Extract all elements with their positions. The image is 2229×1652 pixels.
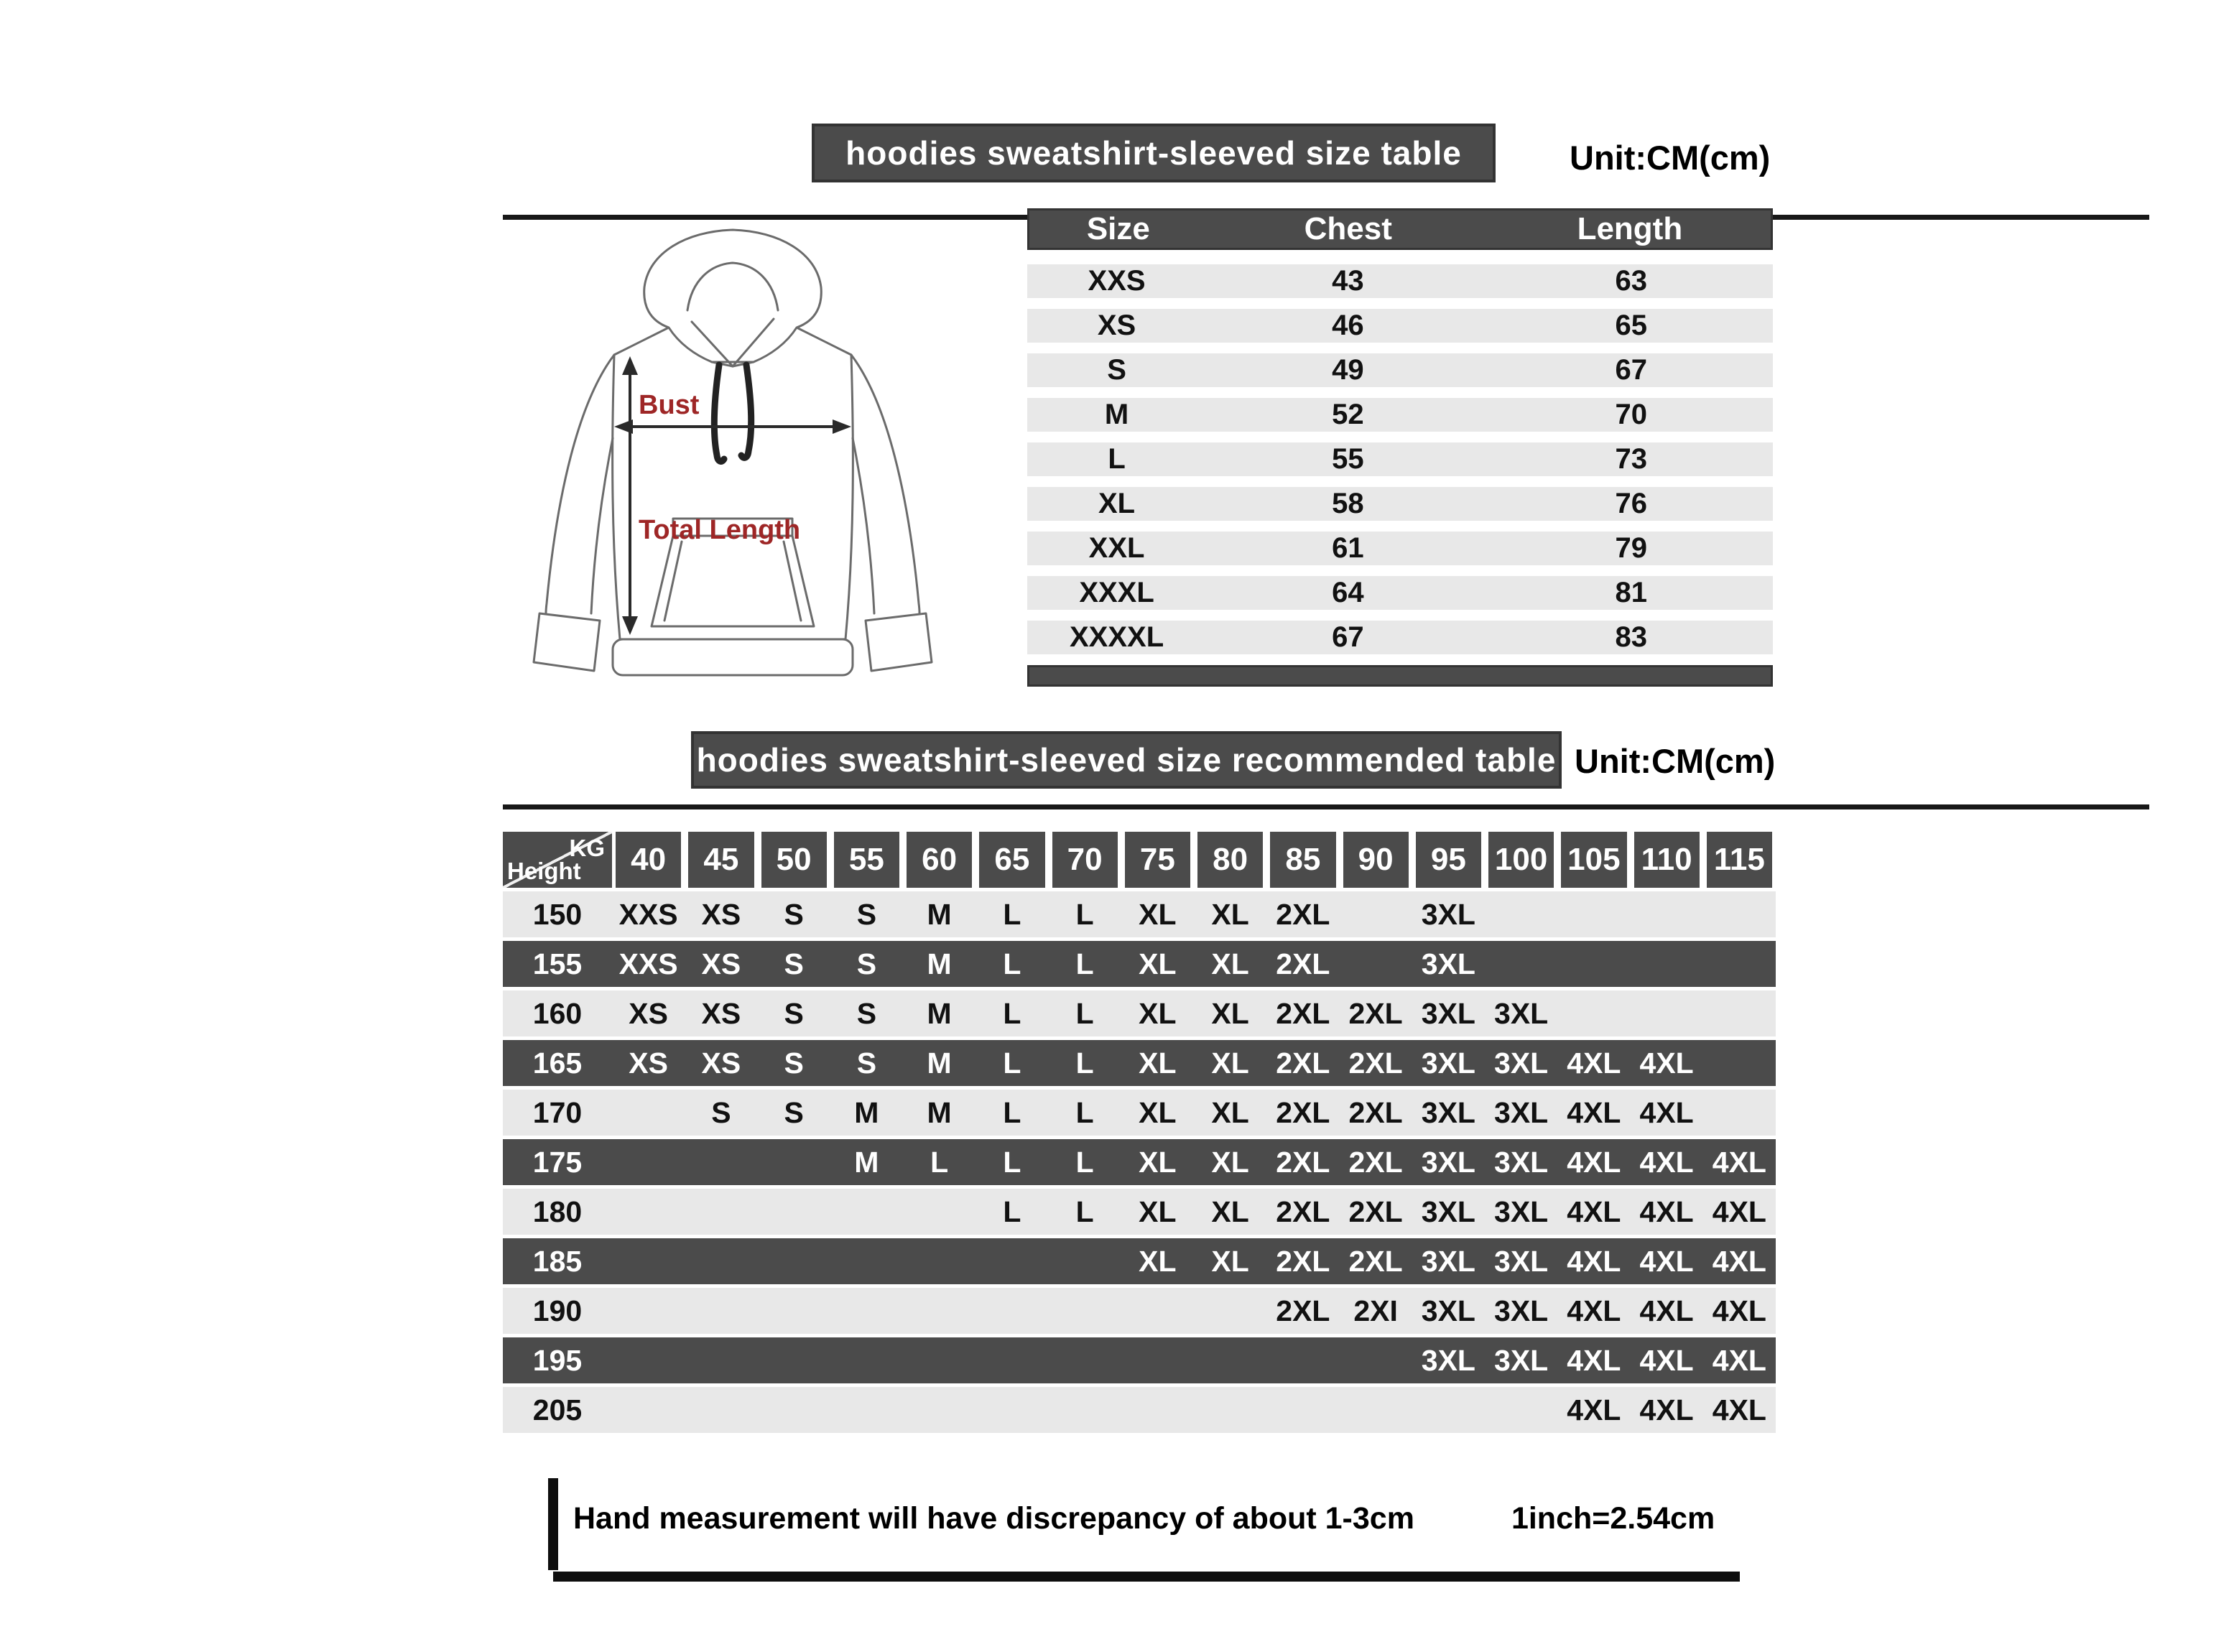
matrix-cell: 3XL bbox=[1494, 996, 1549, 1030]
matrix-cell: 2XL bbox=[1348, 1095, 1403, 1129]
matrix-cell: 2XL bbox=[1276, 1095, 1330, 1129]
height-row-label: 190 bbox=[532, 1294, 583, 1327]
size-table-cell: 63 bbox=[1615, 265, 1648, 297]
size-table-cell: 55 bbox=[1332, 443, 1364, 475]
matrix-cell: L bbox=[930, 1145, 949, 1179]
weight-column-header: 80 bbox=[1197, 832, 1263, 888]
size-table-title: hoodies sweatshirt-sleeved size table bbox=[845, 134, 1462, 172]
matrix-row bbox=[503, 1238, 1776, 1284]
matrix-cell: L bbox=[1003, 1194, 1021, 1228]
size-table-cell: 43 bbox=[1332, 265, 1364, 297]
matrix-cell: 2XL bbox=[1348, 1244, 1403, 1278]
matrix-cell: 3XL bbox=[1421, 1095, 1475, 1129]
matrix-cell: XL bbox=[1139, 1145, 1177, 1179]
matrix-cell: 4XL bbox=[1567, 1095, 1621, 1129]
size-column-header: Size bbox=[1086, 211, 1150, 246]
matrix-cell: 3XL bbox=[1421, 1046, 1475, 1080]
matrix-cell: 2XL bbox=[1276, 1244, 1330, 1278]
matrix-cell: 4XL bbox=[1639, 1145, 1694, 1179]
weight-column-header: 75 bbox=[1125, 832, 1190, 888]
matrix-cell: M bbox=[854, 1095, 879, 1129]
size-table-cell: XL bbox=[1098, 488, 1136, 519]
size-table-unit-label: Unit:CM(cm) bbox=[1570, 139, 1771, 177]
footnote-text: Hand measurement will have discrepancy of about 1-3cm bbox=[573, 1501, 1414, 1536]
size-table-row bbox=[1027, 398, 1773, 432]
matrix-cell: 2XL bbox=[1276, 1294, 1330, 1327]
matrix-cell: 4XL bbox=[1712, 1393, 1766, 1426]
size-table-row bbox=[1027, 487, 1773, 521]
matrix-cell: 3XL bbox=[1421, 1194, 1475, 1228]
matrix-cell: 2XL bbox=[1276, 947, 1330, 980]
size-table-cell: M bbox=[1104, 399, 1129, 430]
recommended-table-unit-label: Unit:CM(cm) bbox=[1575, 742, 1776, 780]
weight-column-header: 90 bbox=[1343, 832, 1409, 888]
matrix-cell: XXS bbox=[618, 947, 678, 980]
matrix-cell: L bbox=[1075, 1194, 1094, 1228]
size-table-row bbox=[1027, 442, 1773, 476]
size-column-header: Chest bbox=[1304, 211, 1392, 246]
matrix-cell: M bbox=[927, 1095, 952, 1129]
size-table-row bbox=[1027, 621, 1773, 654]
matrix-cell: XL bbox=[1211, 1095, 1249, 1129]
footnote bbox=[573, 1501, 1715, 1536]
height-row-label: 180 bbox=[532, 1194, 583, 1228]
matrix-cell: 3XL bbox=[1494, 1244, 1549, 1278]
matrix-cell: S bbox=[856, 1046, 877, 1080]
matrix-row bbox=[503, 1337, 1776, 1383]
matrix-cell: XL bbox=[1139, 897, 1177, 931]
size-table-footer-bar bbox=[1027, 665, 1773, 687]
weight-column-header: 55 bbox=[834, 832, 899, 888]
weight-column-header: 95 bbox=[1416, 832, 1481, 888]
matrix-cell: 2XL bbox=[1276, 996, 1330, 1030]
size-table-cell: XXL bbox=[1088, 532, 1145, 564]
height-row-label: 175 bbox=[532, 1145, 583, 1179]
matrix-cell: XL bbox=[1211, 1145, 1249, 1179]
height-row-label: 170 bbox=[532, 1095, 583, 1129]
hem-band bbox=[613, 639, 853, 675]
matrix-cell: 4XL bbox=[1639, 1194, 1694, 1228]
matrix-cell: 4XL bbox=[1567, 1244, 1621, 1278]
matrix-cell: 4XL bbox=[1712, 1343, 1766, 1377]
matrix-cell: 2XL bbox=[1348, 996, 1403, 1030]
height-row-label: 165 bbox=[532, 1046, 583, 1080]
matrix-cell: XL bbox=[1211, 897, 1249, 931]
recommended-table bbox=[503, 832, 1776, 1433]
matrix-cell: M bbox=[854, 1145, 879, 1179]
size-table-cell: 73 bbox=[1615, 443, 1648, 475]
matrix-cell: 4XL bbox=[1639, 1393, 1694, 1426]
size-table-cell: S bbox=[1107, 354, 1126, 386]
matrix-cell: 2XL bbox=[1276, 1145, 1330, 1179]
size-table bbox=[1027, 208, 1773, 687]
height-row-label: 160 bbox=[532, 996, 583, 1030]
matrix-cell: L bbox=[1075, 1145, 1094, 1179]
size-table-cell: XS bbox=[1097, 310, 1136, 341]
recommended-table-title-bar bbox=[691, 731, 1562, 789]
matrix-row bbox=[503, 1139, 1776, 1185]
matrix-cell: S bbox=[784, 947, 804, 980]
total-length-label: Total Length bbox=[639, 515, 801, 545]
size-table-cell: 46 bbox=[1332, 310, 1364, 341]
matrix-cell: L bbox=[1003, 1095, 1021, 1129]
matrix-cell: 4XL bbox=[1712, 1145, 1766, 1179]
weight-column-header: 65 bbox=[979, 832, 1044, 888]
matrix-cell: 4XL bbox=[1639, 1294, 1694, 1327]
matrix-cell: XL bbox=[1211, 996, 1249, 1030]
matrix-cell: S bbox=[856, 947, 877, 980]
size-table-row bbox=[1027, 264, 1773, 298]
size-table-cell: 70 bbox=[1615, 399, 1648, 430]
size-table-cell: 76 bbox=[1615, 488, 1648, 519]
size-table-cell: 83 bbox=[1615, 621, 1648, 653]
size-table-cell: XXS bbox=[1088, 265, 1146, 297]
matrix-corner-cell bbox=[503, 832, 612, 888]
matrix-row bbox=[503, 1090, 1776, 1136]
matrix-cell: L bbox=[1075, 947, 1094, 980]
weight-column-header: 40 bbox=[616, 832, 681, 888]
weight-column-header: 85 bbox=[1270, 832, 1335, 888]
matrix-cell: 2XI bbox=[1353, 1294, 1398, 1327]
recommended-table-title: hoodies sweatshirt-sleeved size recommended table bbox=[696, 741, 1557, 779]
height-row-label: 150 bbox=[532, 897, 583, 931]
hoodie-measurement-diagram bbox=[506, 214, 959, 717]
matrix-cell: S bbox=[784, 1095, 804, 1129]
matrix-cell: 4XL bbox=[1567, 1343, 1621, 1377]
weight-column-header: 105 bbox=[1561, 832, 1626, 888]
matrix-cell: S bbox=[856, 897, 877, 931]
matrix-cell: 3XL bbox=[1421, 996, 1475, 1030]
matrix-cell: S bbox=[784, 1046, 804, 1080]
size-table-cell: 52 bbox=[1332, 399, 1364, 430]
matrix-cell: XL bbox=[1211, 1046, 1249, 1080]
weight-column-header: 100 bbox=[1488, 832, 1554, 888]
matrix-cell: L bbox=[1003, 996, 1021, 1030]
matrix-row bbox=[503, 1189, 1776, 1235]
matrix-cell: XXS bbox=[618, 897, 678, 931]
right-cuff bbox=[866, 613, 932, 671]
height-row-label: 205 bbox=[532, 1393, 583, 1426]
weight-column-header: 70 bbox=[1052, 832, 1118, 888]
matrix-cell: XL bbox=[1211, 947, 1249, 980]
size-table-cell: 67 bbox=[1332, 621, 1364, 653]
matrix-cell: XL bbox=[1139, 1194, 1177, 1228]
matrix-cell: 4XL bbox=[1712, 1194, 1766, 1228]
size-table-cell: 79 bbox=[1615, 532, 1648, 564]
size-table-title-bar bbox=[812, 124, 1496, 182]
matrix-cell: S bbox=[784, 996, 804, 1030]
matrix-cell: 4XL bbox=[1639, 1046, 1694, 1080]
matrix-row bbox=[503, 941, 1776, 987]
matrix-cell: XL bbox=[1139, 1046, 1177, 1080]
matrix-cell: L bbox=[1003, 947, 1021, 980]
size-column-header: Length bbox=[1577, 211, 1683, 246]
size-table-cell: 67 bbox=[1615, 354, 1648, 386]
matrix-cell: XL bbox=[1211, 1244, 1249, 1278]
matrix-cell: XL bbox=[1139, 1095, 1177, 1129]
matrix-cell: XS bbox=[701, 897, 741, 931]
matrix-cell: L bbox=[1003, 1046, 1021, 1080]
matrix-cell: 3XL bbox=[1421, 947, 1475, 980]
matrix-cell: 2XL bbox=[1348, 1194, 1403, 1228]
matrix-cell: 4XL bbox=[1567, 1194, 1621, 1228]
matrix-cell: XS bbox=[629, 1046, 668, 1080]
matrix-header-row bbox=[503, 832, 1776, 888]
corner-kg-label: KG bbox=[569, 835, 605, 861]
matrix-row bbox=[503, 891, 1776, 937]
size-table-cell: XXXL bbox=[1079, 577, 1154, 608]
matrix-cell: XS bbox=[701, 996, 741, 1030]
weight-column-header: 110 bbox=[1634, 832, 1700, 888]
matrix-cell: M bbox=[927, 996, 952, 1030]
matrix-cell: 4XL bbox=[1567, 1046, 1621, 1080]
size-table-cell: XXXXL bbox=[1069, 621, 1164, 653]
matrix-row bbox=[503, 990, 1776, 1036]
matrix-cell: 4XL bbox=[1712, 1244, 1766, 1278]
matrix-cell: 4XL bbox=[1567, 1294, 1621, 1327]
matrix-cell: L bbox=[1075, 897, 1094, 931]
size-table-cell: 58 bbox=[1332, 488, 1364, 519]
matrix-cell: L bbox=[1003, 1145, 1021, 1179]
matrix-cell: L bbox=[1075, 1046, 1094, 1080]
matrix-cell: S bbox=[711, 1095, 731, 1129]
matrix-cell: 3XL bbox=[1421, 1145, 1475, 1179]
size-table-cell: 61 bbox=[1332, 532, 1364, 564]
matrix-cell: XL bbox=[1139, 996, 1177, 1030]
size-table-cell: 49 bbox=[1332, 354, 1364, 386]
matrix-cell: L bbox=[1075, 1095, 1094, 1129]
matrix-cell: 3XL bbox=[1421, 1343, 1475, 1377]
middle-divider bbox=[503, 804, 2149, 809]
matrix-cell: 3XL bbox=[1494, 1046, 1549, 1080]
matrix-cell: 4XL bbox=[1639, 1244, 1694, 1278]
bust-label: Bust bbox=[639, 390, 700, 420]
matrix-cell: 2XL bbox=[1348, 1046, 1403, 1080]
matrix-row bbox=[503, 1288, 1776, 1334]
footnote-underline-bar bbox=[553, 1572, 1740, 1582]
matrix-cell: 3XL bbox=[1421, 1294, 1475, 1327]
matrix-cell: 2XL bbox=[1276, 1046, 1330, 1080]
size-table-row bbox=[1027, 353, 1773, 387]
height-row-label: 155 bbox=[532, 947, 583, 980]
matrix-cell: 4XL bbox=[1567, 1145, 1621, 1179]
size-table-cell: 65 bbox=[1615, 310, 1648, 341]
matrix-cell: 4XL bbox=[1712, 1294, 1766, 1327]
weight-column-header: 60 bbox=[907, 832, 972, 888]
matrix-cell: L bbox=[1003, 897, 1021, 931]
height-row-label: 195 bbox=[532, 1343, 583, 1377]
matrix-cell: XL bbox=[1139, 947, 1177, 980]
size-table-body bbox=[1027, 264, 1773, 654]
weight-column-header: 115 bbox=[1707, 832, 1772, 888]
matrix-cell: 3XL bbox=[1421, 897, 1475, 931]
matrix-cell: L bbox=[1075, 996, 1094, 1030]
size-table-cell: 81 bbox=[1615, 577, 1648, 608]
size-table-header-row bbox=[1027, 208, 1773, 250]
matrix-row bbox=[503, 1040, 1776, 1086]
corner-height-label: Height bbox=[507, 858, 581, 884]
size-table-cell: 64 bbox=[1332, 577, 1364, 608]
matrix-cell: S bbox=[856, 996, 877, 1030]
matrix-cell: M bbox=[927, 1046, 952, 1080]
matrix-cell: 2XL bbox=[1276, 1194, 1330, 1228]
matrix-cell: M bbox=[927, 947, 952, 980]
matrix-cell: 3XL bbox=[1494, 1145, 1549, 1179]
footnote-conversion: 1inch=2.54cm bbox=[1511, 1501, 1715, 1536]
matrix-cell: S bbox=[784, 897, 804, 931]
matrix-cell: M bbox=[927, 897, 952, 931]
weight-column-header: 50 bbox=[761, 832, 827, 888]
matrix-cell: XL bbox=[1211, 1194, 1249, 1228]
matrix-cell: 4XL bbox=[1567, 1393, 1621, 1426]
matrix-cell: XL bbox=[1139, 1244, 1177, 1278]
matrix-cell: 4XL bbox=[1639, 1095, 1694, 1129]
matrix-cell: XS bbox=[701, 1046, 741, 1080]
matrix-cell: 3XL bbox=[1494, 1194, 1549, 1228]
matrix-cell: 4XL bbox=[1639, 1343, 1694, 1377]
matrix-cell: 3XL bbox=[1494, 1343, 1549, 1377]
matrix-body bbox=[503, 891, 1776, 1433]
size-table-cell: L bbox=[1108, 443, 1126, 475]
matrix-cell: 3XL bbox=[1421, 1244, 1475, 1278]
size-table-row bbox=[1027, 576, 1773, 610]
size-table-row bbox=[1027, 532, 1773, 565]
size-table-row bbox=[1027, 309, 1773, 343]
matrix-row bbox=[503, 1387, 1776, 1433]
matrix-cell: 3XL bbox=[1494, 1095, 1549, 1129]
matrix-cell: 2XL bbox=[1276, 897, 1330, 931]
weight-column-header: 45 bbox=[688, 832, 754, 888]
footnote-left-bar bbox=[548, 1478, 558, 1570]
matrix-cell: 2XL bbox=[1348, 1145, 1403, 1179]
matrix-cell: XS bbox=[701, 947, 741, 980]
matrix-cell: XS bbox=[629, 996, 668, 1030]
height-row-label: 185 bbox=[532, 1244, 583, 1278]
matrix-cell: 3XL bbox=[1494, 1294, 1549, 1327]
left-cuff bbox=[534, 613, 600, 671]
